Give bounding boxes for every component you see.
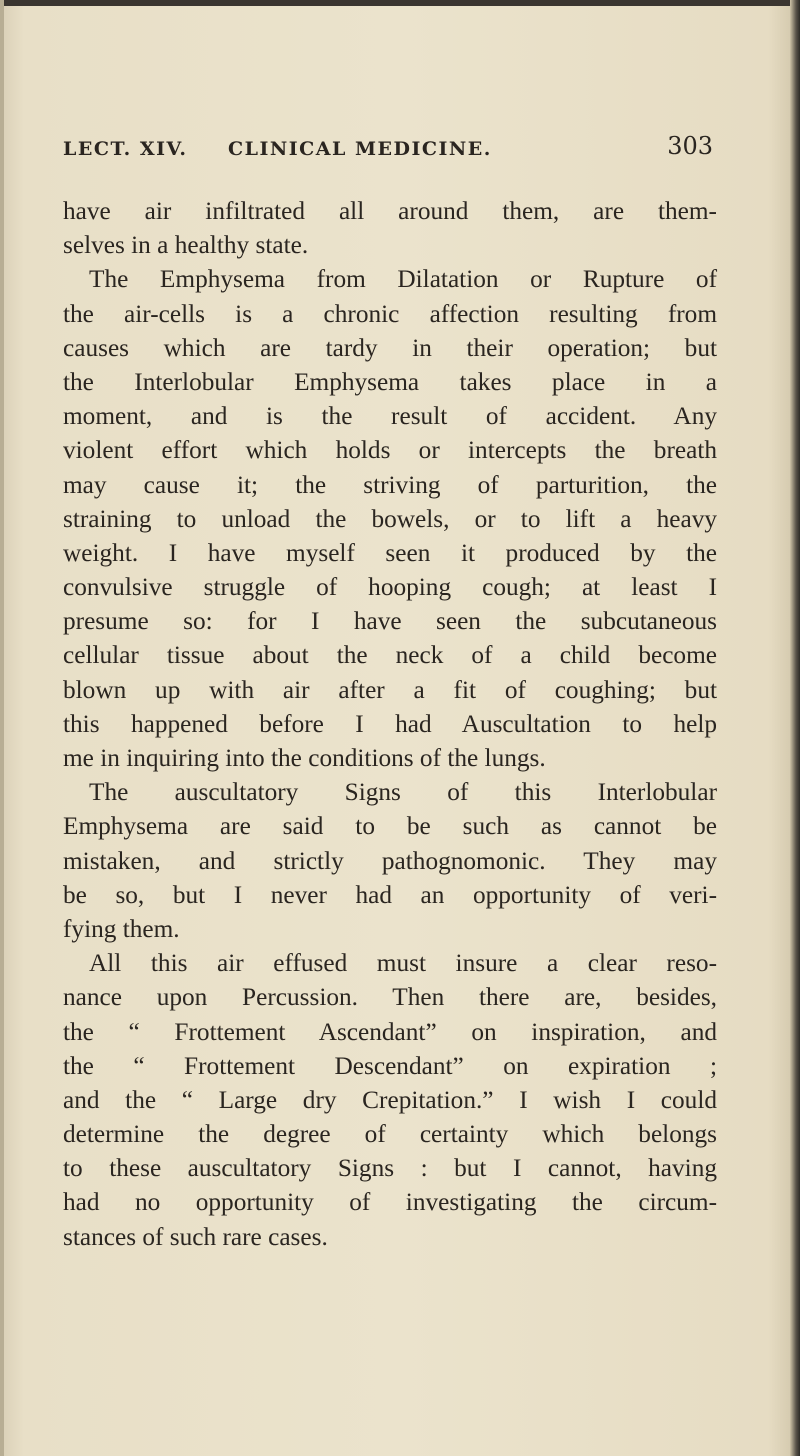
page-right-edge xyxy=(790,0,800,1456)
text-line: this happened before I had Auscultation to help xyxy=(63,709,717,738)
text-line: weight. I have myself seen it produced by the xyxy=(63,538,717,567)
text-line: the “ Frottement Descendant” on expiration ; xyxy=(63,1051,717,1080)
text-line: selves in a healthy state. xyxy=(63,231,309,260)
page-number: 303 xyxy=(667,132,713,160)
text-line: and the “ Large dry Crepitation.” I wish I could xyxy=(63,1085,717,1114)
lecture-number: LECT. XIV. xyxy=(63,138,188,160)
text-line: Emphysema are said to be such as cannot be xyxy=(63,812,717,841)
running-title: CLINICAL MEDICINE. xyxy=(228,138,492,160)
text-line: the “ Frottement Ascendant” on inspiration, and xyxy=(63,1017,717,1046)
text-line: to these auscultatory Signs : but I cannot, having xyxy=(63,1154,717,1183)
text-line: The Emphysema from Dilatation or Rupture of xyxy=(89,265,717,294)
text-line: All this air effused must insure a clear reso- xyxy=(89,949,717,978)
text-line: have air infiltrated all around them, are them- xyxy=(63,197,717,225)
text-line: causes which are tardy in their operation; but xyxy=(63,333,717,362)
text-line: cellular tissue about the neck of a child become xyxy=(63,641,717,670)
text-line: be so, but I never had an opportunity of veri- xyxy=(63,880,717,909)
text-line: moment, and is the result of accident. Any xyxy=(63,402,717,431)
text-line: may cause it; the striving of parturition, the xyxy=(63,470,717,499)
text-line: the Interlobular Emphysema takes place in a xyxy=(63,367,717,396)
text-line: determine the degree of certainty which belongs xyxy=(63,1120,717,1149)
running-header xyxy=(63,132,713,178)
text-line: fying them. xyxy=(63,914,180,943)
text-line: me in inquiring into the conditions of the lungs. xyxy=(63,744,546,772)
text-line: convulsive struggle of hooping cough; at least I xyxy=(63,573,717,602)
page-left-edge xyxy=(0,0,4,1456)
top-rule xyxy=(0,0,800,6)
text-line: mistaken, and strictly pathognomonic. They may xyxy=(63,846,717,875)
text-line: the air-cells is a chronic affection resulting from xyxy=(63,299,717,328)
text-line: violent effort which holds or intercepts the breath xyxy=(63,436,717,465)
text-line: nance upon Percussion. Then there are, besides, xyxy=(63,983,717,1012)
text-line: had no opportunity of investigating the circum- xyxy=(63,1188,717,1217)
text-line: stances of such rare cases. xyxy=(63,1222,328,1251)
text-line: The auscultatory Signs of this Interlobular xyxy=(89,778,717,807)
text-line: straining to unload the bowels, or to lift a heavy xyxy=(63,504,717,533)
body-text xyxy=(63,194,717,1254)
text-line: presume so: for I have seen the subcutaneous xyxy=(63,607,717,636)
text-line: blown up with air after a fit of coughing; but xyxy=(63,675,717,704)
